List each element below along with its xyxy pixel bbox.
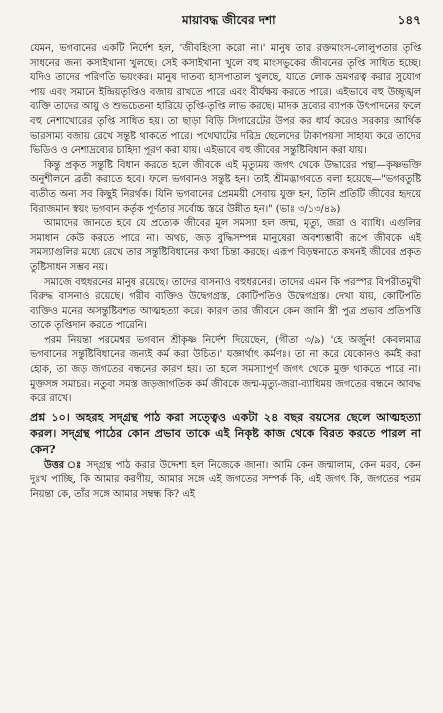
page-number: ১৪৭ <box>397 13 421 27</box>
page-body <box>30 42 421 503</box>
answer-label: উত্তর ঃ <box>44 459 83 471</box>
paragraph-5: পরম নিয়ন্তা পরমেশ্বর ভগবান শ্রীকৃষ্ণ নির্দেশ দিয়েছেন, (গীতা ৩/৯) 'হে অর্জুন! কেবলমাত্র ভগবানের সন্তুষ্টিবিধানের জন্যই কর্ম করা উচিত।' যজ্ঞার্থাৎ কর্মণঃ। তা না করে যেকোনও কর্মই করা হোক, তা জড় জগতের বন্ধনের কারণ হয়। তা হলে সমস্যাপূর্ণ জগৎ থেকে মুক্ত থাকতে পারে না। মুক্তসঙ্গ সমাচর। নতুবা সমস্ত জড়জাগতিক কর্ম জীবকে জন্ম-মৃত্যু-জরা-ব্যাধিময় জগতের বন্ধনে আবদ্ধ করে রাখে। <box>30 334 421 405</box>
answer-text: সদ্গ্রন্থ পাঠ করার উদ্দেশ্য হল নিজেকে জানা। আমি কেন জন্মালাম, কেন মরব, কেন দুঃখ পাচ্ছি, কি আমার করণীয়, আমার সঙ্গে এই জগতের সম্পর্ক কি, এই জগৎ কি, জগতের পরম নিয়ন্তা কে, তাঁর সঙ্গে আমার সম্বন্ধ কি? এই <box>30 459 421 501</box>
paragraph-4: সমাজে বহুধরনের মানুষ রয়েছে। তাদের বাসনাও বহুধরনের। তাদের এমন কি পরস্পর বিপরীতমুখী বিরুদ্ধ বাসনাও রয়েছে। গরীব ব্যক্তিও উদ্বেগগ্রস্ত, কোটিপতিও উদ্বেগগ্রস্ত। দেখা যায়, কোটিপতি ব্যক্তিও মনের অসন্তুষ্টিবশত আত্মহত্যা করে। কারণ তার জীবনে কেন জানি স্ত্রী পুত্র প্রভাব প্রতিপত্তি তাকে তৃপ্তিদান করতে পারেনি। <box>30 276 421 332</box>
question-text: অহরহ সদ্গ্রন্থ পাঠ করা সত্ত্বেও একটা ২৪ বছর বয়সের ছেলে আত্মহত্যা করল। সদ্গ্রন্থ পাঠের কোন প্রভাব তাকে এই নিকৃষ্ট কাজ থেকে বিরত করতে পারল না কেন? <box>30 409 421 456</box>
paragraph-1: যেমন, ভগবানের একটি নির্দেশ হল, 'জীবহিংসা করো না।' মানুষ তার রক্তমাংস-লোলুপতার তৃপ্তি সাধনের জন্য কসাইখানা খুলছে। সেই কসাইখানা খুলে বহু মাংসভুকের জীবনের তৃপ্তি সাধিত হচ্ছে। যদিও তাদের পরিণতি ভয়ংকর। মানুষ দাতব্য হাসপাতাল খুলছে, যাতে লোক ভ্রমণরত্ব করার সুযোগ পায় এবং সমানে ইন্দ্রিয়তৃপ্তিও বজায় রাখতে পারে এবং বীর্যক্ষয় করতে পারে। এইভাবে বহু উচ্ছৃঙ্খল ব্যক্তি তাদের আয়ু ও শুভচেতনা হারিয়ে তৃপ্তি-তৃপ্তি লাভ করছে। মাদক দ্রব্যের ব্যাপক উৎপাদনের ফলে বহু নেশাখোরের তৃপ্তি সাধিত হয়। তা ছাড়া বিড়ি সিগারেটের উপর কর ধার্য করেও সরকার আর্থিক ভারসাম্য বজায় রেখে সন্তুষ্ট থাকতে পারে। পথেঘাটের দরিদ্র ছেলেদের টাকাপয়সা সাহায্য করে তাদের ভিডিও ও নেশাদ্রব্যের চাহিদা পূরণ করা যায়। এইভাবে বহু জীবের সন্তুষ্টিবিধান করা যায়। <box>30 43 421 157</box>
question-block <box>30 409 421 457</box>
paragraph-3: আমাদের জানতে হবে যে প্রত্যেক জীবের মূল সমস্যা হল জন্ম, মৃত্যু, জরা ও ব্যাধি। এগুলির সমাধান কেউ করতে পারে না। অথচ, জড় বুদ্ধিসম্পন্ন মানুষেরা অবশ্যম্ভাবী রূপে জীবকে এই সমস্যাগুলির মধ্যে রেখে তার সন্তুষ্টিবিধানের কথা চিন্তা করছে। এরূপ বিড়ম্বনাতে কখনই জীবের প্রকৃত তুষ্টিসাধন সম্ভব নয়। <box>30 218 421 273</box>
running-title: মায়াবদ্ধ জীবের দশা <box>181 13 276 27</box>
page-header <box>30 12 421 34</box>
answer-block <box>30 459 421 503</box>
question-label: প্রশ্ন ১০। <box>30 409 70 424</box>
paragraph-2: কিন্তু প্রকৃত সন্তুষ্টি বিধান করতে হলে জীবকে এই মৃত্যুময় জগৎ থেকে উদ্ধারের পন্থা—কৃষ্ণভক্তি অনুশীলনে ব্রতী করাতে হবে। ফলে ভগবানও সন্তুষ্ট হন। তাই শ্রীমদ্ভাগবতে বলা হয়েছে—"ভগবতুষ্টি ব্যতীত অন্য সব কিছুই নিরর্থক। যিনি ভগবানের প্রেমময়ী সেবায় যুক্ত হন, তিনি প্রতিটি জীবের হৃদয়ে বিরাজমান স্বয়ং ভগবান কর্তৃক পূর্ণতার সর্বোচ্চ স্তরে উন্নীত হন।" (ভাঃ ৩/১৩/৪৯) <box>30 159 421 215</box>
